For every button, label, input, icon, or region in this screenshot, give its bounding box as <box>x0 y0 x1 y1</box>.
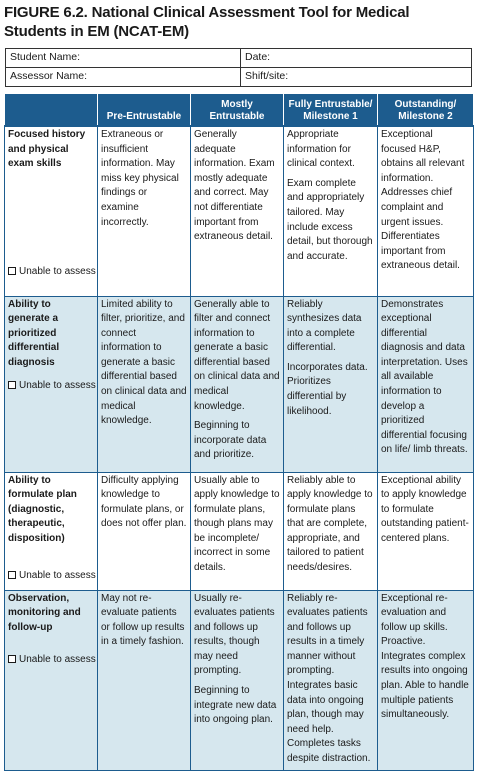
fully-entrustable-cell[interactable] <box>284 590 378 770</box>
table-row <box>5 590 474 770</box>
assessor-name-field[interactable]: Assessor Name: <box>6 68 241 87</box>
student-name-field[interactable]: Student Name: <box>6 49 241 68</box>
unable-to-assess-checkbox[interactable] <box>8 267 16 275</box>
header-mostly-entrustable: Mostly Entrustable <box>191 94 284 126</box>
criterion-label: Ability to generate a prioritized differential diagnosis <box>8 298 60 368</box>
header-pre-entrustable: Pre-Entrustable <box>98 94 191 126</box>
pre-entrustable-cell[interactable] <box>98 296 191 472</box>
descriptor-text: Appropriate information for clinical context. <box>287 129 355 170</box>
assessment-grid <box>4 94 474 771</box>
table-row <box>5 296 474 472</box>
unable-to-assess-checkbox[interactable] <box>8 571 16 579</box>
header-criterion <box>5 94 98 126</box>
table-row <box>5 126 474 296</box>
header-outstanding: Outstanding/ Milestone 2 <box>378 94 474 126</box>
descriptor-text: Generally able to filter and connect information to generate a basic differential based on clinical data and medical knowledge. <box>194 298 280 412</box>
criterion-label: Observation, monitoring and follow-up <box>8 592 81 633</box>
descriptor-text: Limited ability to filter, prioritize, and connect information to generate a basic differential based on clinical data and medical knowledge. <box>101 298 187 427</box>
descriptor-text: Beginning to incorporate data and prioritize. <box>194 420 267 461</box>
mostly-entrustable-cell[interactable] <box>191 126 284 296</box>
unable-to-assess-label: Unable to assess <box>19 379 96 391</box>
criterion-cell <box>5 126 98 296</box>
outstanding-cell[interactable] <box>378 296 474 472</box>
unable-to-assess-checkbox[interactable] <box>8 381 16 389</box>
fully-entrustable-cell[interactable] <box>284 472 378 590</box>
unable-to-assess-option[interactable] <box>8 379 96 394</box>
descriptor-text: Extraneous or insufficient information. May miss key physical findings or examine incorrectly. <box>101 129 179 228</box>
criterion-cell <box>5 590 98 770</box>
fully-entrustable-cell[interactable] <box>284 296 378 472</box>
unable-to-assess-label: Unable to assess <box>19 653 96 665</box>
descriptor-text: May not re-evaluate patients or follow up results in a timely fashion. <box>101 592 185 648</box>
pre-entrustable-cell[interactable] <box>98 126 191 296</box>
unable-to-assess-label: Unable to assess <box>19 266 96 277</box>
outstanding-cell[interactable] <box>378 590 474 770</box>
descriptor-text: Difficulty applying knowledge to formulate plans, or does not offer plan. <box>101 474 187 530</box>
descriptor-text: Incorporates data. Prioritizes differential by likelihood. <box>287 361 368 417</box>
outstanding-cell[interactable] <box>378 126 474 296</box>
assessment-info-table <box>5 48 472 87</box>
descriptor-text: Reliably synthesizes data into a complete differential. <box>287 298 362 354</box>
descriptor-text: Exam complete and appropriately tailored. May include excess detail, but thorough and accurate. <box>287 177 373 262</box>
unable-to-assess-option[interactable] <box>8 569 96 584</box>
descriptor-text: Exceptional re-evaluation and follow up skills. Proactive. Integrates complex results into ongoing plan. Able to handle multiple patients simultaneously. <box>381 592 469 721</box>
outstanding-cell[interactable] <box>378 472 474 590</box>
mostly-entrustable-cell[interactable] <box>191 296 284 472</box>
pre-entrustable-cell[interactable] <box>98 590 191 770</box>
descriptor-text: Reliably re-evaluates patients and follows up results in a timely manner without prompting. Integrates basic data into ongoing plan, though may need help. Completes tasks despite distraction. <box>287 592 371 765</box>
descriptor-text: Beginning to integrate new data into ongoing plan. <box>194 685 277 726</box>
descriptor-text: Generally adequate information. Exam mostly adequate and correct. May not differentiate important from extraneous detail. <box>194 129 275 243</box>
descriptor-text: Reliably able to apply knowledge to formulate plans that are complete, appropriate, and tailored to patient needs/desires. <box>287 474 373 574</box>
criterion-cell <box>5 472 98 590</box>
shift-site-field[interactable]: Shift/site: <box>241 68 472 87</box>
criterion-cell <box>5 296 98 472</box>
mostly-entrustable-cell[interactable] <box>191 590 284 770</box>
pre-entrustable-cell[interactable] <box>98 472 191 590</box>
criterion-label: Ability to formulate plan (diagnostic, therapeutic, disposition) <box>8 474 77 544</box>
unable-to-assess-option[interactable] <box>8 653 96 668</box>
unable-to-assess-label: Unable to assess <box>19 569 96 581</box>
mostly-entrustable-cell[interactable] <box>191 472 284 590</box>
criterion-label: Focused history and physical exam skills <box>8 129 86 170</box>
grid-header-row <box>5 94 474 126</box>
table-row <box>5 472 474 590</box>
unable-to-assess-option[interactable] <box>8 265 96 280</box>
date-field[interactable]: Date: <box>241 49 472 68</box>
descriptor-text: Exceptional focused H&P, obtains all relevant information. Addresses chief complaint and urgent issues. Differentiates important from extraneous detail. <box>381 129 465 272</box>
figure-title: FIGURE 6.2. National Clinical Assessment Tool for Medical Students in EM (NCAT-EM) <box>4 4 410 40</box>
fully-entrustable-cell[interactable] <box>284 126 378 296</box>
descriptor-text: Usually re-evaluates patients and follows up results, though may need prompting. <box>194 592 275 677</box>
descriptor-text: Exceptional ability to apply knowledge to formulate outstanding patient-centered plans. <box>381 474 469 544</box>
descriptor-text: Demonstrates exceptional differential diagnosis and data interpretation. Uses all available information to develop a prioritized differential focusing on life/ limb threats. <box>381 298 468 456</box>
header-fully-entrustable: Fully Entrustable/ Milestone 1 <box>284 94 378 126</box>
descriptor-text: Usually able to apply knowledge to formulate plans, though plans may be incomplete/ incorrect in some details. <box>194 474 280 574</box>
unable-to-assess-checkbox[interactable] <box>8 655 16 663</box>
